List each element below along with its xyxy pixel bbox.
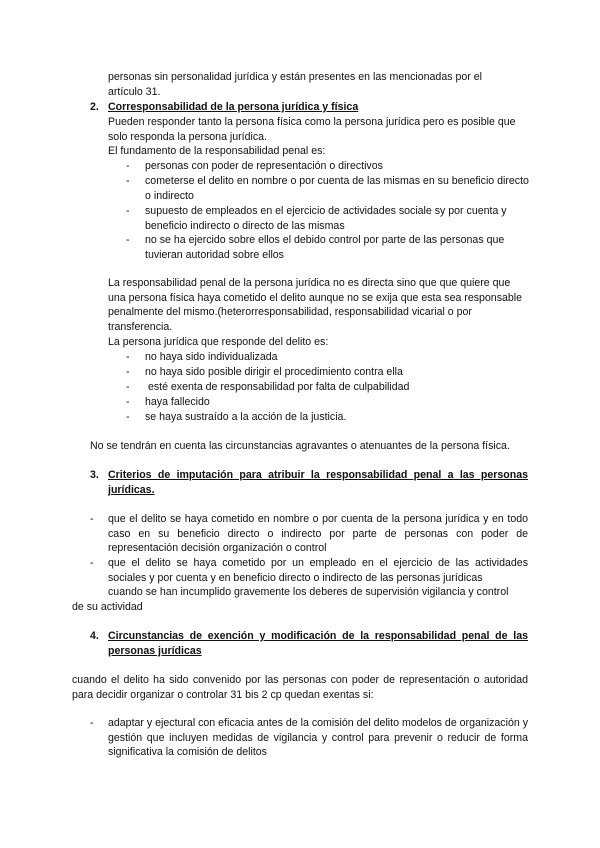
section-2-number: 2. [90, 101, 99, 113]
section-2-list-item-3: esté exenta de responsabilidad por falta de culpabilidad [145, 381, 410, 393]
intro-line-2: artículo 31. [108, 85, 161, 98]
section-4-paragraph-1: cuando el delito ha sido convenido por las personas con poder de representación o autoridad para decidir organizar o controlar 31 bis 2 cp quedan exentas si: [72, 674, 528, 701]
intro-line-1: personas sin personalidad jurídica y están presentes en las mencionadas por el [108, 71, 482, 83]
section-3-bullet-2: que el delito se haya cometido por un empleado en el ejercicio de las actividades sociales y por cuenta y en beneficio directo o indirecto de las personas jurídicas [108, 557, 528, 584]
section-2-paragraph-5: No se tendrán en cuenta las circunstancias agravantes o atenuantes de la persona física. [90, 440, 510, 452]
section-2-heading: Corresponsabilidad de la persona jurídica y física [108, 101, 359, 113]
section-4-heading: Circunstancias de exención y modificación de la responsabilidad penal de las personas jurídicas [108, 630, 528, 657]
section-2-paragraph-4: La persona jurídica que responde del delito es: [108, 336, 329, 348]
bullet-dash: - [90, 557, 94, 569]
section-2-bullet-1: personas con poder de representación o directivos [145, 160, 383, 172]
bullet-dash: - [90, 717, 94, 729]
section-3-bullet-1: que el delito se haya cometido en nombre o por cuenta de la persona jurídica y en todo caso en su beneficio directo o indirecto por parte de personas con poder de representación decisión organización o control [108, 513, 528, 555]
section-2-paragraph-3: La responsabilidad penal de la persona jurídica no es directa sino que que quiere que una persona física haya cometido el delito aunque no se exija que esta sea responsable penalmente del mismo.(heterorresponsabilidad, responsabilidad vicarial o por transferencia. [108, 277, 523, 333]
section-2-list-item-1: no haya sido individualizada [145, 351, 278, 363]
intro-paragraph [108, 70, 528, 99]
section-3-continuation-1: cuando se han incumplido gravemente los deberes de supervisión vigilancia y control [108, 586, 509, 598]
section-2-paragraph-1: Pueden responder tanto la persona física como la persona jurídica pero es posible que solo responda la persona jurídica. [108, 116, 516, 143]
bullet-dash: - [126, 175, 130, 187]
section-2-list-item-2: no haya sido posible dirigir el procedimiento contra ella [145, 366, 403, 378]
bullet-dash: - [126, 411, 130, 423]
bullet-dash: - [126, 381, 130, 393]
section-2-paragraph-2: El fundamento de la responsabilidad penal es: [108, 145, 326, 157]
section-4-bullet-1: adaptar y ejectural con eficacia antes de la comisión del delito modelos de organización y gestión que incluyen medidas de vigilancia y control para prevenir o reducir de forma significativa la comisión de delitos [108, 717, 528, 759]
section-2-list-item-4: haya fallecido [145, 396, 210, 408]
bullet-dash: - [126, 396, 130, 408]
section-2-bullet-2: cometerse el delito en nombre o por cuenta de las mismas en su beneficio directo o indirecto [145, 175, 529, 202]
section-3-continuation-2: de su actividad [72, 601, 143, 613]
bullet-dash: - [126, 205, 130, 217]
bullet-dash: - [126, 234, 130, 246]
bullet-dash: - [90, 513, 94, 525]
section-4-number: 4. [90, 630, 99, 642]
section-3-heading: Criterios de imputación para atribuir la responsabilidad penal a las personas jurídicas. [108, 469, 528, 496]
section-3-number: 3. [90, 469, 99, 481]
bullet-dash: - [126, 366, 130, 378]
bullet-dash: - [126, 160, 130, 172]
section-2-list-item-5: se haya sustraído a la acción de la justicia. [145, 411, 347, 423]
section-2-bullet-4: no se ha ejercido sobre ellos el debido control por parte de las personas que tuvieran autoridad sobre ellos [145, 234, 505, 261]
bullet-dash: - [126, 351, 130, 363]
section-2-bullet-3: supuesto de empleados en el ejercicio de actividades sociale sy por cuenta y beneficio indirecto o directo de las mismas [145, 205, 507, 232]
